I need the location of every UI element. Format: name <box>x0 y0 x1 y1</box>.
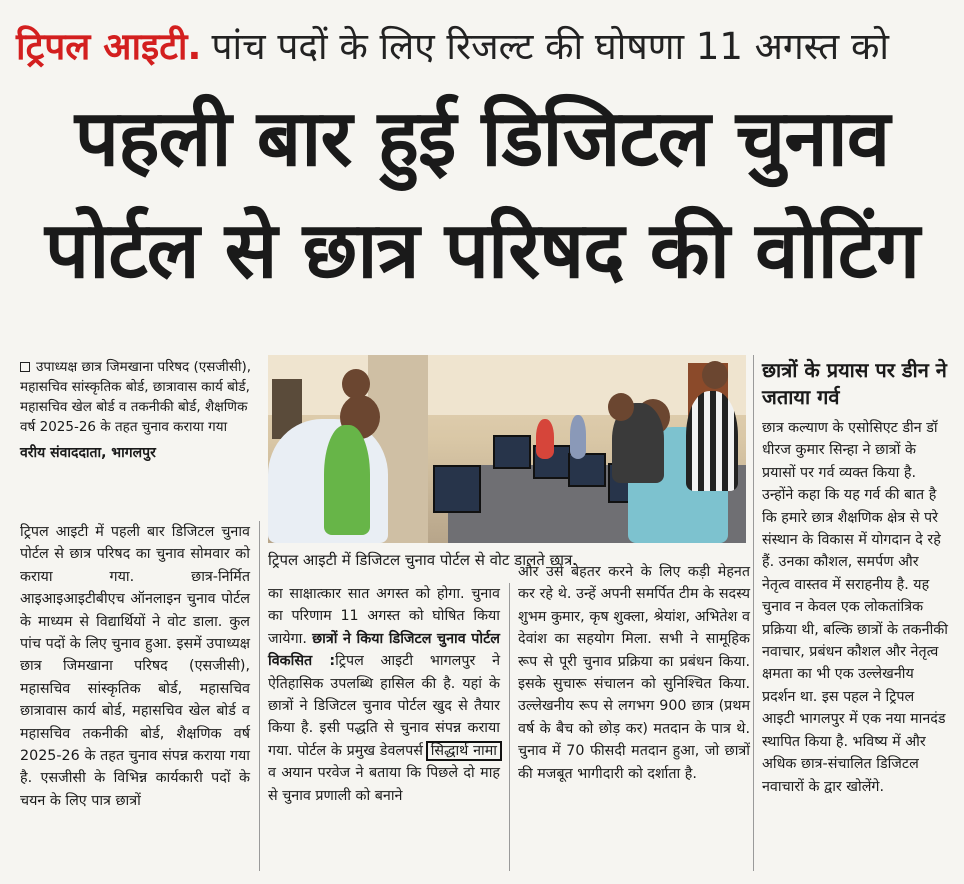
headline-line-2: पोर्टल से छात्र परिषद की वोटिंग <box>44 206 920 296</box>
col2-text-b: ट्रिपल आइटी भागलपुर ने ऐतिहासिक उपलब्धि हासिल की है. यहां के छात्रों ने डिजिटल चुनाव पोर्टल खुद से तैयार किया है. इसी पद्धति से चुनाव संपन्न कराया गया. पोर्टल के प्रमुख डेवलपर्स <box>268 653 501 759</box>
news-photo <box>268 355 746 543</box>
sidebar-heading: छात्रों के प्रयास पर डीन ने जताया गर्व <box>762 358 947 409</box>
photo-monitor <box>493 435 531 469</box>
photo-student <box>324 425 370 535</box>
column-divider <box>259 521 260 871</box>
column-divider <box>753 355 754 871</box>
col2-text-c: व अयान परवेज ने बताया कि पिछले दो माह से चुनाव प्रणाली को बनाने <box>268 765 500 804</box>
col2-text-a: का साक्षात्कार सात अगस्त को होगा. चुनाव का परिणाम 11 अगस्त को घोषित किया जायेगा. <box>268 586 500 647</box>
photo-student-head <box>608 393 634 421</box>
photo-student <box>570 415 586 459</box>
photo-student-head <box>702 361 728 389</box>
photo-monitor <box>433 465 481 513</box>
photo-wall <box>268 355 746 415</box>
photo-student <box>536 419 554 459</box>
subheading: छात्रों ने किया डिजिटल चुनाव पोर्टल विकसित : <box>268 630 500 670</box>
highlighted-name: सिद्धार्थ नामा <box>426 741 502 761</box>
sidebar-text: छात्र कल्याण के एसोसिएट डीन डॉ धीरज कुमार सिन्हा ने छात्रों के प्रयासों पर गर्व व्यक्त किया है. उन्होंने कहा कि यह गर्व की बात है कि हमारे छात्र शैक्षणिक क्षेत्र से परे संस्थान के विकास में योगदान दे रहे हैं. उनका कौशल, समर्पण और नेतृत्व वास्तव में सराहनीय है. यह चुनाव न केवल एक लोकतांत्रिक प्रक्रिया थी, बल्कि छात्रों के तकनीकी नवाचार, प्रबंधन कौशल और नेतृत्व क्षमता का भी एक उल्लेखनीय प्रदर्शन था. इस पहल ने ट्रिपल आइटी भागलपुर में एक नया मानदंड स्थापित किया है. भविष्य में और अधिक छात्र-संचालित डिजिटल नवाचारों के द्वार खोलेंगे. <box>762 420 948 795</box>
kicker-line <box>16 14 948 74</box>
column-divider <box>509 583 510 871</box>
body-column-3: और उसे बेहतर करने के लिए कड़ी मेहनत कर रहे थे. उन्हें अपनी समर्पित टीम के सदस्य शुभम कुमार, कृष शुक्ला, श्रेयांश, अभितेश व देवांश का सहयोग मिला. सभी ने सामूहिक रूप से पूरी चुनाव प्रक्रिया का प्रबंधन किया. इसके सुचारू संचालन को सुनिश्चित किया. उल्लेखनीय रूप से लगभग 900 छात्र (प्रथम वर्ष के बैच को छोड़ कर) मतदान के पात्र थे. चुनाव में 70 फीसदी मतदान हुआ, जो छात्रों की मजबूत भागीदारी को दर्शाता है. <box>518 564 750 782</box>
photo-student <box>686 391 738 491</box>
sidebar-box <box>762 357 950 798</box>
kicker-text: पांच पदों के लिए रिजल्ट की घोषणा 11 अगस्त को <box>211 24 890 68</box>
byline-block <box>20 357 260 463</box>
body-column-2 <box>268 583 500 807</box>
byline-summary: उपाध्यक्ष छात्र जिमखाना परिषद (एसजीसी), महासचिव सांस्कृतिक बोर्ड, छात्रावास कार्य बोर्ड, महासचिव खेल बोर्ड व तकनीकी बोर्ड, शैक्षणिक वर्ष 2025-26 के तहत चुनाव कराया गया <box>20 359 252 435</box>
body-column-1: ट्रिपल आइटी में पहली बार डिजिटल चुनाव पोर्टल से छात्र परिषद का चुनाव सोमवार को कराया गया. छात्र-निर्मित आइआइआइटीबीएच ऑनलाइन चुनाव पोर्टल के माध्यम से विद्यार्थियों ने वोट डाला. कुल पांच पदों के लिए चुनाव हुआ. इसमें उपाध्यक्ष छात्र जिमखाना परिषद (एसजीसी), महासचिव सांस्कृतिक बोर्ड, महासचिव छात्रावास कार्य बोर्ड, महासचिव खेल बोर्ड व महासचिव तकनीकी बोर्ड, शैक्षणिक वर्ष 2025-26 के तहत चुनाव संपन्न कराया गया है. एसजीसी के विभिन्न कार्यकारी पदों के चयन के लिए पात्र छात्रों <box>20 524 250 809</box>
kicker-section: ट्रिपल आइटी. <box>16 24 202 68</box>
square-bullet-icon <box>20 362 30 372</box>
photo-student-head <box>342 369 370 399</box>
headline-line-1: पहली बार हुई डिजिटल चुनाव <box>74 94 890 184</box>
reporter-name: वरीय संवाददाता, भागलपुर <box>20 445 156 461</box>
photo-caption: ट्रिपल आइटी में डिजिटल चुनाव पोर्टल से वोट डालते छात्र. <box>268 551 578 569</box>
